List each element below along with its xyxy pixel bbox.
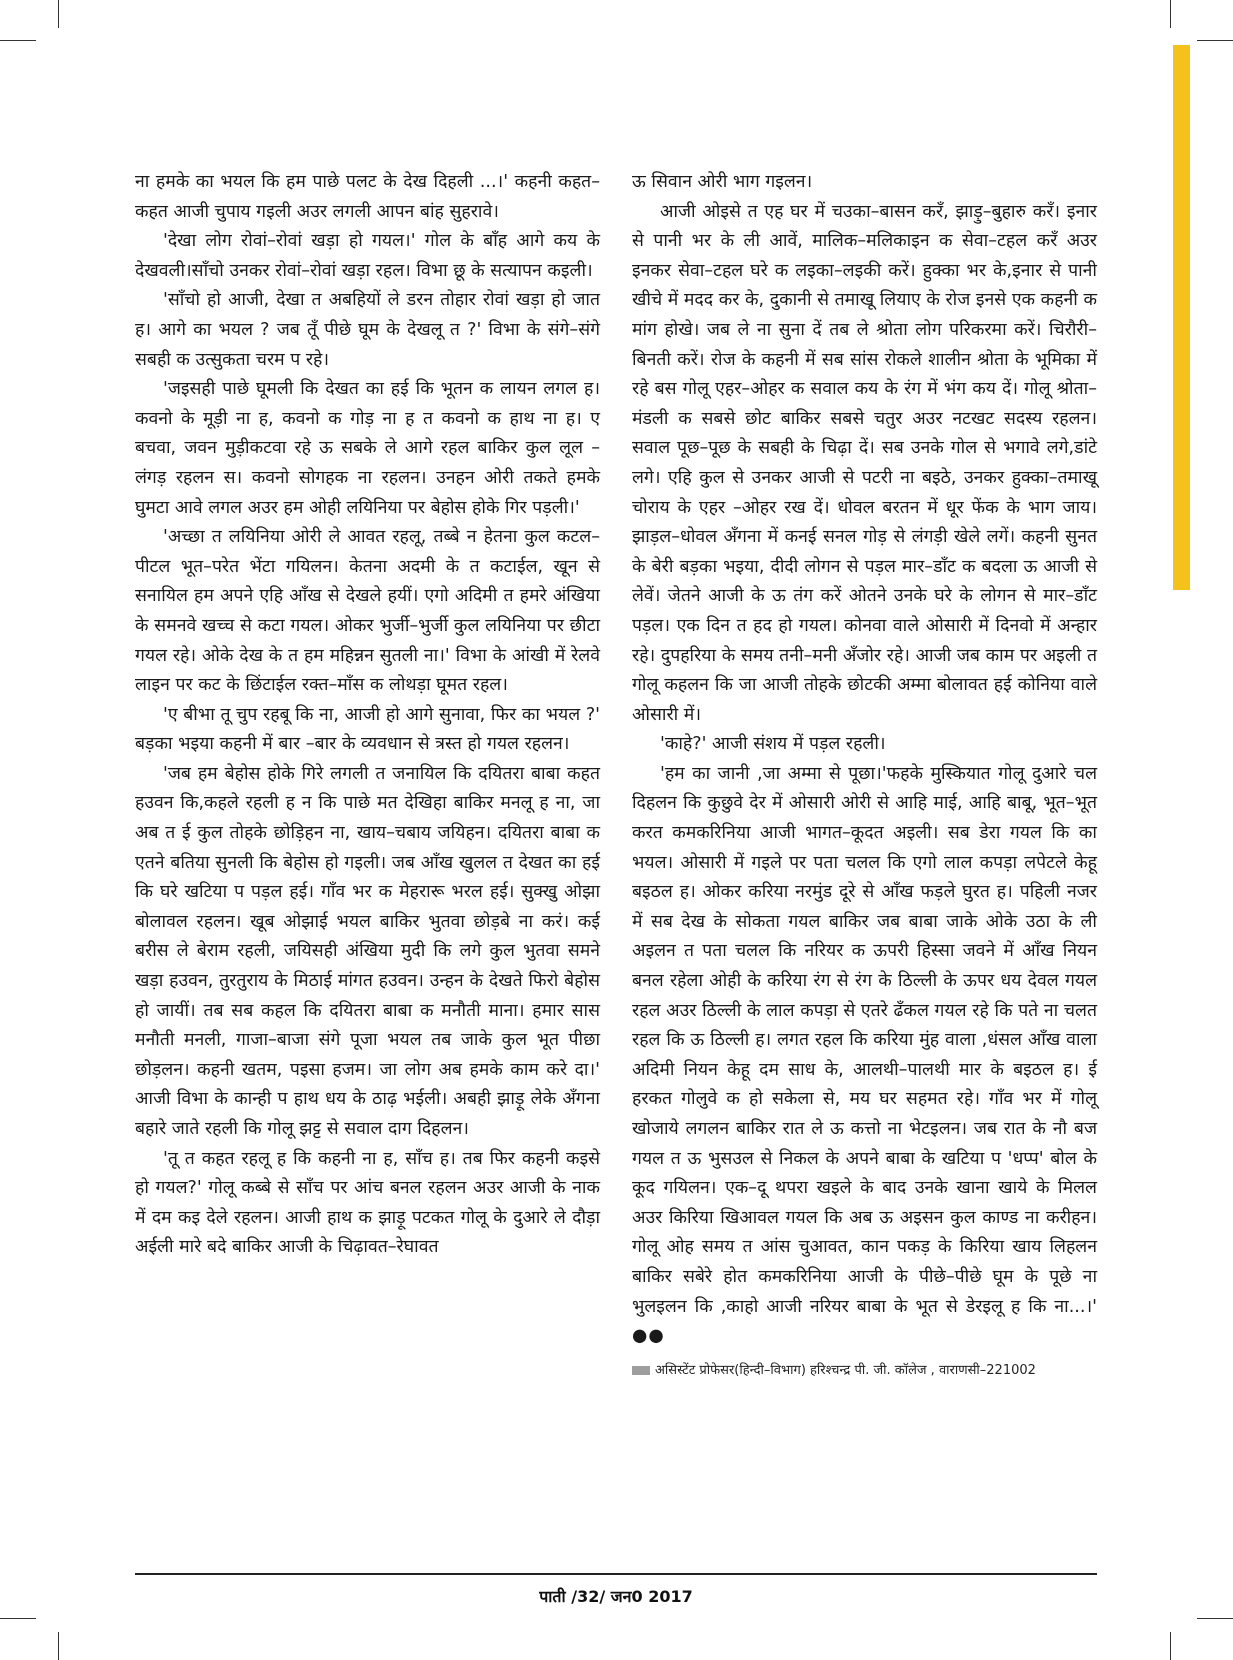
footer-rule (135, 1573, 1097, 1575)
paragraph: 'जब हम बेहोस होके गिरे लगली त जनायिल कि दयितरा बाबा कहत हउवन कि,कहले रहली ह न कि पाछे मत देखिहा बाकिर मनलू ह ना, जा अब त ई कुल तोहके छोड़िहन ना, खाय–चबाय जयिहन। दयितरा बाबा क एतने बतिया सुनली कि बेहोस हो गइली। जब आँख खुलल त देखत का हई कि घरे खटिया प पड़ल हई। गाँव भर क मेहरारू भरल हई। सुक्खु ओझा बोलावल रहलन। खूब ओझाई भयल बाकिर भुतवा छोड़बे ना करं। कई बरीस ले बेराम रहली, जयिसही अंखिया मुदी कि लगे कुल भुतवा समने खड़ा हउवन, तुरतुराय के मिठाई मांगत हउवन। उन्हन के देखते फिरो बेहोस हो जायीं। तब सब कहल कि दयितरा बाबा क मनौती माना। हमार सास मनौती मनली, गाजा–बाजा संगे पूजा भयल तब जाके कुल भूत पीछा छोड़लन। कहनी खतम, पइसा हजम। जा लोग अब हमके काम करे दा।' आजी विभा के कान्ही प हाथ धय के ठाढ़ भईली। अबही झाड़ू लेके अँगना बहारे जाते रहली कि गोलू झट्ट से सवाल दाग दिहलन। (135, 763, 600, 1139)
paragraph: ना हमके का भयल कि हम पाछे पलट के देख दिहली ...।' कहनी कहत–कहत आजी चुपाय गइली अउर लगली आपन बांह सुहरावे। (135, 172, 600, 222)
page-footer: पाती /32/ जन0 2017 (539, 1587, 693, 1606)
end-mark: ●● (632, 1326, 665, 1347)
author-byline (632, 1362, 1097, 1380)
crop-mark (0, 40, 36, 41)
text-column-left (135, 168, 600, 1263)
crop-mark (0, 1618, 36, 1619)
text-column-right (632, 168, 1097, 1380)
paragraph: आजी ओइसे त एह घर में चउका–बासन करँ, झाड़ु–बुहारु करँ। इनार से पानी भर के ली आवें, मालिक–मलिकाइन क सेवा–टहल करँ अउर इनकर सेवा–टहल घरे क लइका–लइकी करें। हुक्का भर के,इनार से पानी खीचे में मदद कर के, दुकानी से तमाखू लियाए के रोज इनसे एक कहनी क मांग होखे। जब ले ना सुना दें तब ले श्रोता लोग परिकरमा करें। चिरौरी–बिनती करें। रोज के कहनी में सब सांस रोकले शालीन श्रोता के भूमिका में रहे बस गोलू एहर–ओहर क सवाल कय के रंग में भंग कय दें। गोलू श्रोता–मंडली क सबसे छोट बाकिर सबसे चतुर अउर नटखट सदस्य रहलन। सवाल पूछ–पूछ के सबही के चिढ़ा दें। सब उनके गोल से भगावे लगे,डांटे लगे। एहि कुल से उनकर आजी से पटरी ना बइठे, उनकर हुक्का–तमाखू चोराय के एहर –ओहर रख दें। धोवल बरतन में धूर फेंक के भाग जाय। झाड़ल–धोवल अँगना में कनई सनल गोड़ से लंगड़ी खेले लगें। कहनी सुनत के बेरी बड़का भइया, दीदी लोगन से पड़ल मार–डॉंट क बदला ऊ आजी से लेवें। जेतने आजी के ऊ तंग करें ओतने उनके घरे के लोगन से मार–डॉंट पड़ल। एक दिन त हद हो गयल। कोनवा वाले ओसारी में दिनवो में अन्हार रहे। दुपहरिया के समय तनी–मनी अँजोर रहे। आजी जब काम पर अइली त गोलू कहलन कि जा आजी तोहके छोटकी अम्मा बोलावत हई कोनिया वाले ओसारी में। (632, 201, 1097, 725)
paragraph: 'जइसही पाछे घूमली कि देखत का हई कि भूतन क लायन लगल ह। कवनो के मूड़ी ना ह, कवनो क गोड़ ना ह त कवनो क हाथ ना ह। ए बचवा, जवन मुड़ीकटवा रहे ऊ सबके ले आगे रहल बाकिर कुल लूल –लंगड़ रहलन स। कवनो सोगहक ना रहलन। उनहन ओरी तकते हमके घुमटा आवे लगल अउर हम ओही लयिनिया पर बेहोस होके गिर पड़ली।' (135, 379, 600, 518)
crop-mark (1170, 0, 1171, 28)
paragraph: 'ए बीभा तू चुप रहबू कि ना, आजी हो आगे सुनावा, फिर का भयल ?' बड़का भइया कहनी में बार –बार के व्यवधान से त्रस्त हो गयल रहलन। (135, 704, 600, 755)
page-edge-tab (1173, 45, 1190, 590)
paragraph: 'तू त कहत रहलू ह कि कहनी ना ह, साँच ह। तब फिर कहनी कइसे हो गयल?' गोलू कब्बे से साँच पर आंच बनल रहलन अउर आजी के नाक में दम कइ देले रहलन। आजी हाथ क झाड़ू पटकत गोलू के दुआरे ले दौड़ा अईली मारे बदे बाकिर आजी के चिढ़ावत–रेघावत (135, 1148, 600, 1258)
crop-mark (58, 0, 59, 28)
byline-text: असिस्टेंट प्रोफेसर(हिन्दी–विभाग) हरिश्चन्द्र पी. जी. कॉलेज , वाराणसी–221002 (655, 1362, 1036, 1378)
crop-mark (58, 1632, 59, 1660)
paragraph: 'हम का जानी ,जा अम्मा से पूछा।'फहके मुस्कियात गोलू दुआरे चल दिहलन कि कुछुवे देर में ओसारी ओरी से आहि माई, आहि बाबू, भूत–भूत करत कमकरिनिया आजी भागत–कूदत अइली। सब डेरा गयल कि का भयल। ओसारी में गइले पर पता चलल कि एगो लाल कपड़ा लपेटले केहू बइठल ह। ओकर करिया नरमुंड दूरे से आँख फड़ले घुरत ह। पहिली नजर में सब देख के सोकता गयल बाकिर जब बाबा जाके ओके उठा के ली अइलन त पता चलल कि नरियर क ऊपरी हिस्सा जवने में आँख नियन बनल रहेला ओही के करिया रंग से रंग के ठिल्ली के ऊपर धय देवल गयल रहल अउर ठिल्ली के लाल कपड़ा से एतरे ढँकल गयल रहे कि पते ना चलत रहल कि ऊ ठिल्ली ह। लगत रहल कि करिया मुंह वाला ,धंसल आँख वाला अदिमी नियन केहू दम साध के, आलथी–पालथी मार के बइठल ह। ई हरकत गोलुवे क हो सकेला से, मय घर सहमत रहे। गाँव भर में गोलू खोजाये लगलन बाकिर रात ले ऊ कत्तो ना भेटइलन। जब रात के नौ बज गयल त ऊ भुसउल से निकल के अपने बाबा के खटिया प 'धप्प' बोल के कूद गयिलन। एक–दू थपरा खइले के बाद उनके खाना खाये के मिलल अउर किरिया खिआवल गयल कि अब ऊ अइसन कुल काण्ड ना करीहन। गोलू ओह समय त आंस चुआवत, कान पकड़ के किरिया खाय लिहलन बाकिर सबेरे होत कमकरिनिया आजी के पीछे–पीछे घूम के पूछे ना भुलइलन कि ,काहो आजी नरियर बाबा के भूत से डेरइलू ह कि ना...।' ●● (632, 763, 1097, 1347)
crop-mark (1197, 1618, 1233, 1619)
paragraph: ऊ सिवान ओरी भाग गइलन। (632, 172, 813, 192)
paragraph: 'साँचो हो आजी, देखा त अबहियों ले डरन तोहार रोवां खड़ा हो जात ह। आगे का भयल ? जब तूँ पीछे घूम के देखलू त ?' विभा के संगे–संगे सबही क उत्सुकता चरम प रहे। (135, 290, 600, 370)
crop-mark (1170, 1632, 1171, 1660)
crop-mark (1197, 40, 1233, 41)
paragraph: 'अच्छा त लयिनिया ओरी ले आवत रहलू, तब्बे न हेतना कुल कटल–पीटल भूत–परेत भेंटा गयिलन। केतना अदमी के त कटाईल, खून से सनायिल हम अपने एहि आँख से देखले हयीं। एगो अदिमी त हमरे अंखिया के समनवे खच्च से कटा गयल। ओकर भुर्जी–भुर्जी कुल लयिनिया पर छीटा गयल रहे। ओके देख के त हम महिन्नन सुतली ना।' विभा के आंखी में रेलवे लाइन पर कट के छिंटाईल रक्त–माँस क लोथड़ा घूमत रहल। (135, 527, 600, 696)
paragraph: 'देखा लोग रोवां–रोवां खड़ा हो गयल।' गोल के बाँह आगे कय के देखवली।साँचो उनकर रोवां–रोवां खड़ा रहल। विभा छू के सत्यापन कइली। (135, 231, 600, 281)
paragraph: 'काहे?' आजी संशय में पड़ल रहली। (660, 734, 886, 755)
byline-marker-icon (632, 1366, 650, 1375)
